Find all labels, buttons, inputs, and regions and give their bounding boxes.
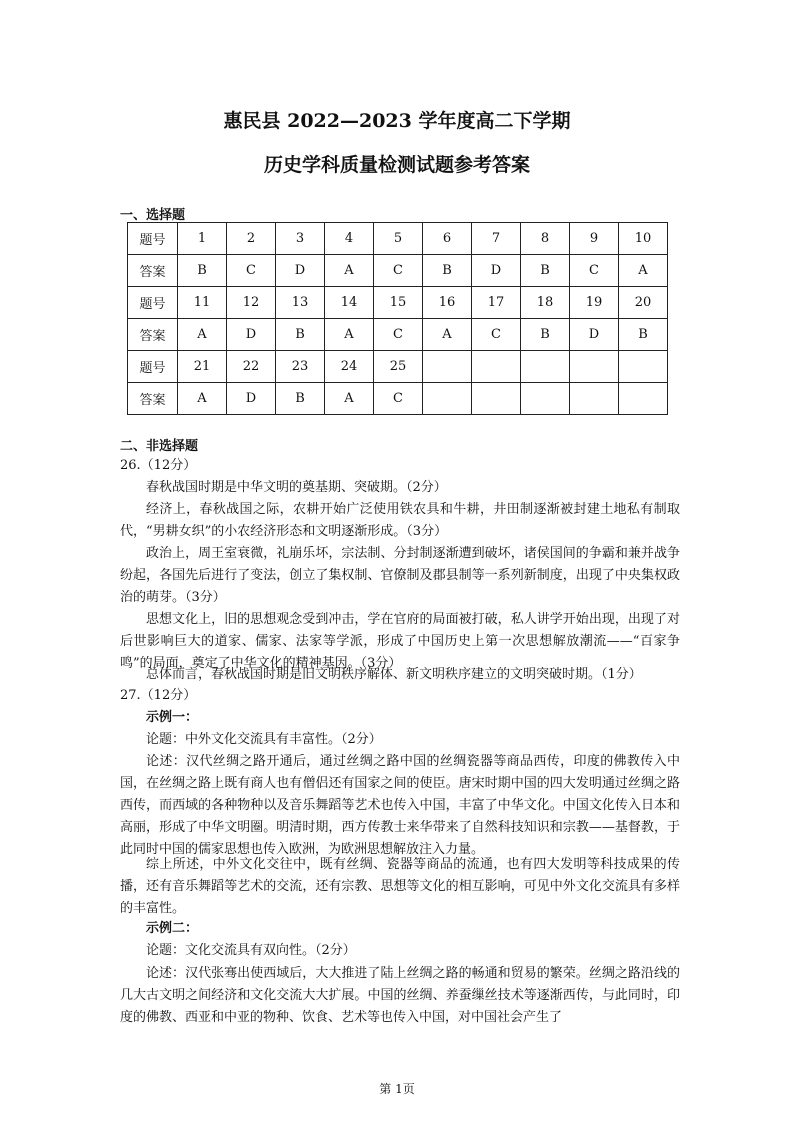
table-cell: 6 — [423, 223, 472, 255]
table-cell: B — [276, 383, 325, 415]
table-cell: A — [325, 255, 374, 287]
table-cell: D — [570, 319, 619, 351]
table-cell: 16 — [423, 287, 472, 319]
row-label-cell: 题号 — [128, 223, 178, 255]
table-cell — [423, 383, 472, 415]
table-cell: 24 — [325, 351, 374, 383]
q27-header: 27.（12分） — [120, 688, 197, 703]
table-cell — [472, 351, 521, 383]
table-cell: B — [521, 319, 570, 351]
table-cell: B — [276, 319, 325, 351]
table-cell: 3 — [276, 223, 325, 255]
table-cell: A — [325, 319, 374, 351]
q27-example-2-argument: 论述：汉代张骞出使西域后，大大推进了陆上丝绸之路的畅通和贸易的繁荣。丝绸之路沿线的几大古文明之间经济和文化交流大大扩展。中国的丝绸、养蚕缫丝技术等逐渐西传，与此同时，印度的佛教、西亚和中亚的物种、饮食、艺术等也传入中国，对中国社会产生了 — [120, 966, 680, 1025]
row-label-cell: 题号 — [128, 351, 178, 383]
table-cell — [570, 351, 619, 383]
table-cell: 23 — [276, 351, 325, 383]
table-cell — [423, 351, 472, 383]
table-row — [128, 319, 668, 351]
table-cell: 22 — [227, 351, 276, 383]
table-cell: 12 — [227, 287, 276, 319]
table-cell — [472, 383, 521, 415]
table-cell: D — [227, 319, 276, 351]
q26-paragraph: 总体而言，春秋战国时期是旧文明秩序解体、新文明秩序建立的文明突破时期。（1分） — [146, 667, 642, 682]
table-cell: C — [570, 255, 619, 287]
table-cell: C — [374, 383, 423, 415]
table-cell: 13 — [276, 287, 325, 319]
table-row — [128, 351, 668, 383]
table-cell: 21 — [178, 351, 227, 383]
q27-example-1-label: 示例一： — [146, 710, 199, 725]
q26-header: 26.（12分） — [120, 458, 197, 473]
table-cell: 20 — [619, 287, 668, 319]
table-cell: C — [374, 255, 423, 287]
table-cell: D — [472, 255, 521, 287]
table-cell: A — [325, 383, 374, 415]
table-cell: 7 — [472, 223, 521, 255]
row-label-cell: 题号 — [128, 287, 178, 319]
title-line-1: 惠民县 2022—2023 学年度高二下学期 — [223, 110, 571, 132]
table-cell: 2 — [227, 223, 276, 255]
table-cell: A — [619, 255, 668, 287]
table-row — [128, 287, 668, 319]
title-line-2: 历史学科质量检测试题参考答案 — [263, 154, 530, 176]
page-number: 第 1页 — [379, 1082, 415, 1096]
table-cell — [521, 351, 570, 383]
table-cell: C — [227, 255, 276, 287]
table-row — [128, 223, 668, 255]
table-row — [128, 255, 668, 287]
table-cell — [521, 383, 570, 415]
table-cell: 14 — [325, 287, 374, 319]
answer-table — [127, 222, 668, 415]
section-heading-choice: 一、选择题 — [120, 208, 186, 223]
table-cell: 18 — [521, 287, 570, 319]
table-cell: 4 — [325, 223, 374, 255]
table-cell: 17 — [472, 287, 521, 319]
table-row — [128, 383, 668, 415]
table-cell: 19 — [570, 287, 619, 319]
row-label-cell: 答案 — [128, 255, 178, 287]
table-cell: D — [276, 255, 325, 287]
table-cell — [570, 383, 619, 415]
q26-paragraph: 政治上，周王室衰微，礼崩乐坏，宗法制、分封制逐渐遭到破坏，诸侯国间的争霸和兼并战争纷起，各国先后进行了变法，创立了集权制、官僚制及郡县制等一系列新制度，出现了中央集权政治的萌芽。（3分） — [120, 546, 680, 605]
q27-example-1-topic: 论题：中外文化交流具有丰富性。（2分） — [146, 732, 382, 747]
table-cell — [619, 351, 668, 383]
table-cell: A — [423, 319, 472, 351]
table-cell: A — [178, 319, 227, 351]
table-cell: 9 — [570, 223, 619, 255]
q26-paragraph: 春秋战国时期是中华文明的奠基期、突破期。（2分） — [146, 480, 447, 495]
table-cell: C — [374, 319, 423, 351]
table-cell — [619, 383, 668, 415]
table-cell: D — [227, 383, 276, 415]
table-cell: 15 — [374, 287, 423, 319]
row-label-cell: 答案 — [128, 383, 178, 415]
q26-paragraph: 经济上，春秋战国之际，农耕开始广泛使用铁农具和牛耕，井田制逐渐被封建土地私有制取代，“男耕女织”的小农经济形态和文明逐渐形成。（3分） — [120, 502, 680, 539]
q27-example-2-label: 示例二： — [146, 921, 199, 936]
table-cell: B — [521, 255, 570, 287]
table-cell: 11 — [178, 287, 227, 319]
table-cell: 10 — [619, 223, 668, 255]
q26-paragraph: 思想文化上，旧的思想观念受到冲击，学在官府的局面被打破，私人讲学开始出现，出现了对后世影响巨大的道家、儒家、法家等学派，形成了中国历史上第一次思想解放潮流——“百家争鸣”的局面，奠定了中华文化的精神基因。（3分） — [120, 612, 680, 671]
section-heading-nonchoice: 二、非选择题 — [120, 439, 199, 454]
table-cell: A — [178, 383, 227, 415]
table-cell: 5 — [374, 223, 423, 255]
table-cell: 25 — [374, 351, 423, 383]
table-cell: 1 — [178, 223, 227, 255]
table-cell: C — [472, 319, 521, 351]
table-cell: 8 — [521, 223, 570, 255]
q27-example-1-summary: 综上所述，中外文化交往中，既有丝绸、瓷器等商品的流通，也有四大发明等科技成果的传播，还有音乐舞蹈等艺术的交流，还有宗教、思想等文化的相互影响，可见中外文化交流具有多样的丰富性。 — [120, 857, 680, 916]
table-cell: B — [619, 319, 668, 351]
table-cell: B — [178, 255, 227, 287]
table-cell: B — [423, 255, 472, 287]
row-label-cell: 答案 — [128, 319, 178, 351]
q27-example-2-topic: 论题：文化交流具有双向性。（2分） — [146, 943, 356, 958]
q27-example-1-argument: 论述：汉代丝绸之路开通后，通过丝绸之路中国的丝绸瓷器等商品西传，印度的佛教传入中国，在丝绸之路上既有商人也有僧侣还有国家之间的使臣。唐宋时期中国的四大发明通过丝绸之路西传，而西域的各种物种以及音乐舞蹈等艺术也传入中国，丰富了中华文化。中国文化传入日本和高丽，形成了中华文明圈。明清时期，西方传教士来华带来了自然科技知识和宗教——基督教，于此同时中国的儒家思想也传入欧洲，为欧洲思想解放注入力量。 — [120, 754, 680, 857]
